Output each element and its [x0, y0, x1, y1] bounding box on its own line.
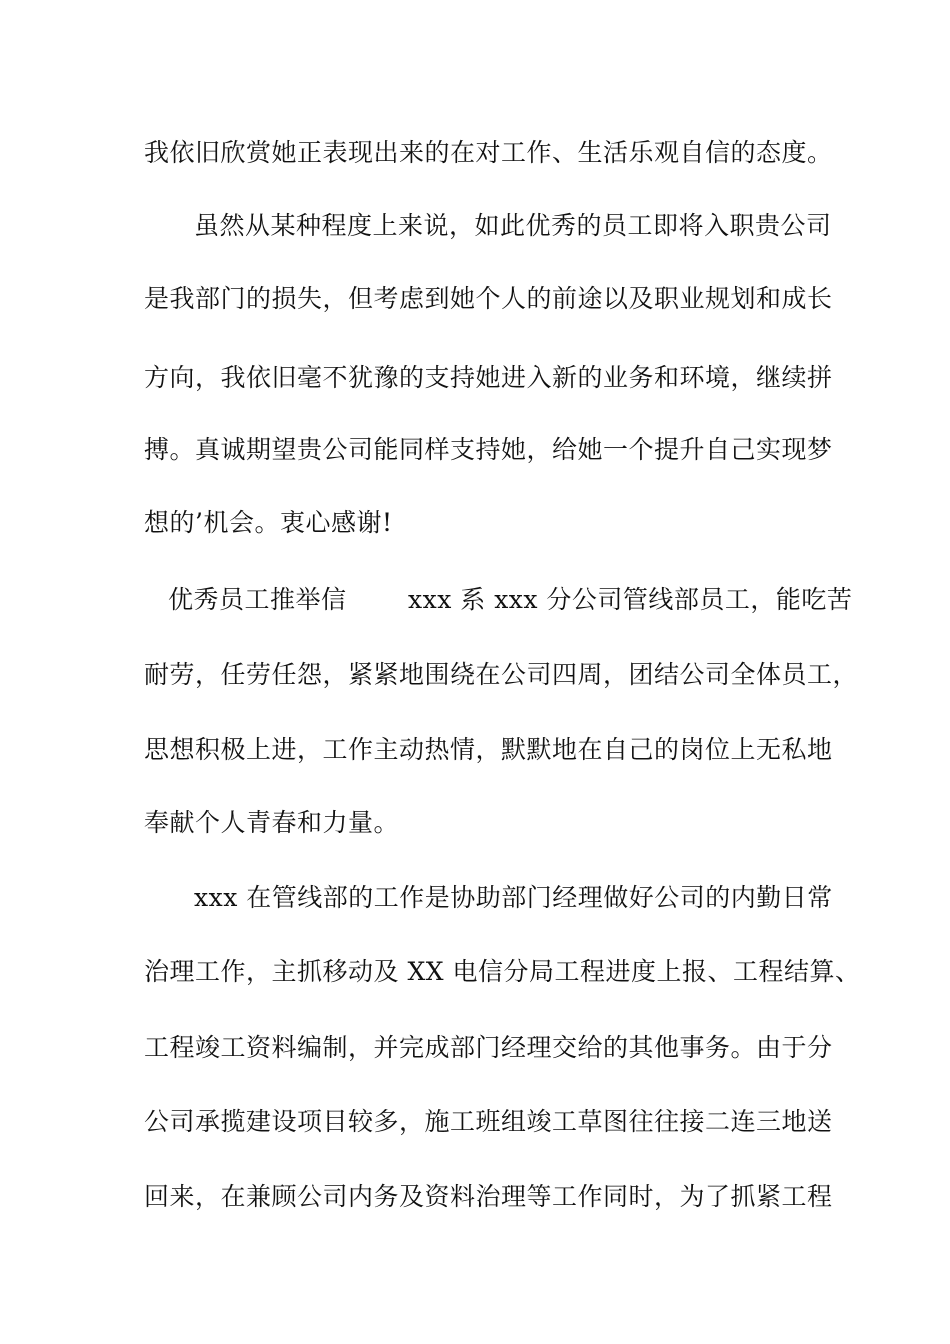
paragraph-line: 公司承揽建设项目较多，施工班组竣工草图往往接二连三地送 [144, 1107, 833, 1136]
paragraph-line: 工程竣工资料编制，并完成部门经理交给的其他事务。由于分 [144, 1033, 833, 1062]
paragraph-line: 回来，在兼顾公司内务及资料治理等工作同时，为了抓紧工程 [144, 1182, 833, 1211]
paragraph-line: 思想积极上进，工作主动热情，默默地在自己的岗位上无私地 [144, 735, 833, 764]
letter-heading-text: xxx 系 xxx 分公司管线部员工，能吃苦 [408, 585, 853, 614]
paragraph-line: 治理工作，主抓移动及 XX 电信分局工程进度上报、工程结算、 [144, 957, 861, 986]
paragraph-line: 方向，我依旧毫不犹豫的支持她进入新的业务和环境，继续拼 [144, 363, 833, 392]
paragraph-line: xxx 在管线部的工作是协助部门经理做好公司的内勤日常 [194, 883, 833, 912]
paragraph-line: 我依旧欣赏她正表现出来的在对工作、生活乐观自信的态度。 [144, 138, 833, 167]
letter-heading-title: 优秀员工推举信 [168, 585, 347, 614]
paragraph-line: 想的’机会。衷心感谢! [144, 508, 393, 537]
paragraph-line: 奉献个人青春和力量。 [144, 808, 400, 837]
paragraph-line: 是我部门的损失，但考虑到她个人的前途以及职业规划和成长 [144, 284, 833, 313]
paragraph-line: 虽然从某种程度上来说，如此优秀的员工即将入职贵公司 [194, 211, 832, 240]
paragraph-line: 耐劳，任劳任怨，紧紧地围绕在公司四周，团结公司全体员工， [144, 660, 859, 689]
paragraph-line: 搏。真诚期望贵公司能同样支持她，给她一个提升自己实现梦 [144, 435, 833, 464]
